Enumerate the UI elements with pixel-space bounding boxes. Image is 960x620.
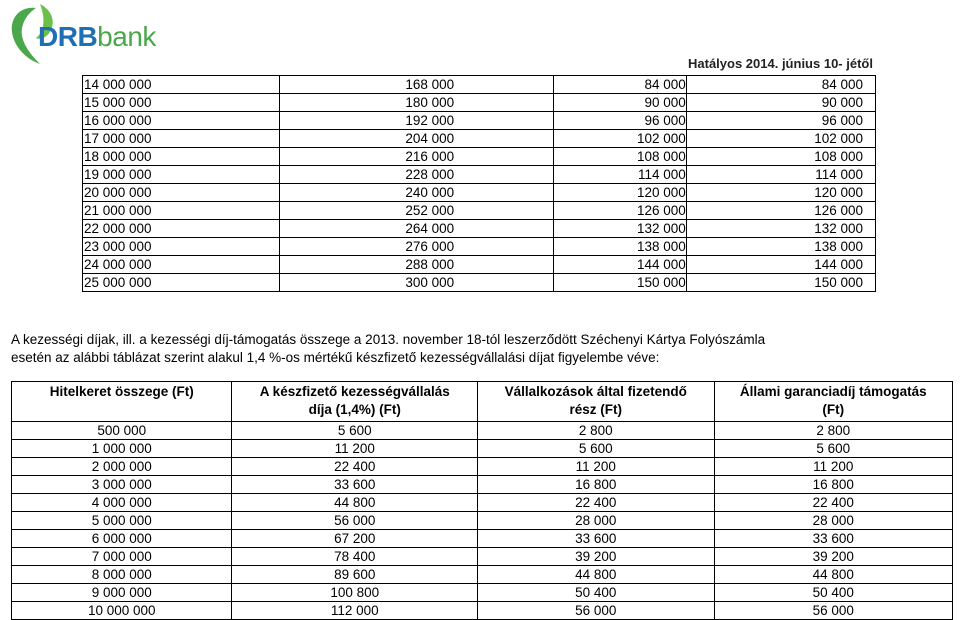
table-cell: 11 200 xyxy=(714,458,952,476)
table-cell: 2 800 xyxy=(714,422,952,440)
fee-table-continued xyxy=(82,75,876,292)
table-cell: 44 800 xyxy=(714,566,952,584)
table-cell: 11 200 xyxy=(478,458,715,476)
guarantee-fee-table xyxy=(11,381,953,620)
table-row xyxy=(12,476,953,494)
table-row xyxy=(83,274,876,292)
effective-date: Hatályos 2014. június 10- jétől xyxy=(688,56,873,71)
table-cell: 22 400 xyxy=(714,494,952,512)
table-cell: 5 600 xyxy=(232,422,478,440)
table-cell: 56 000 xyxy=(232,512,478,530)
paragraph-line-1: A kezességi díjak, ill. a kezességi díj-támogatás összege a 2013. november 18-tól leszerződött Széchenyi Kártya Folyószámla xyxy=(11,332,766,347)
table-row xyxy=(83,166,876,184)
table-cell: 84 000 xyxy=(554,76,687,94)
table-cell: 168 000 xyxy=(279,76,553,94)
table-cell: 100 800 xyxy=(232,584,478,602)
table-row xyxy=(12,566,953,584)
guarantee-fee-table-body xyxy=(12,422,953,620)
table-cell: 44 800 xyxy=(478,566,715,584)
drb-bank-logo xyxy=(6,2,156,68)
table-cell: 114 000 xyxy=(686,166,875,184)
table-cell: 16 800 xyxy=(714,476,952,494)
column-header-line: rész (Ft) xyxy=(569,402,623,417)
table-cell: 96 000 xyxy=(554,112,687,130)
table-cell: 90 000 xyxy=(554,94,687,112)
table-cell: 180 000 xyxy=(279,94,553,112)
table-cell: 102 000 xyxy=(686,130,875,148)
table-cell: 102 000 xyxy=(554,130,687,148)
paragraph-line-2: esetén az alábbi táblázat szerint alakul 1,4 %-os mértékű készfizető kezességvállalási díjat figyelembe véve: xyxy=(11,350,660,365)
table-cell: 90 000 xyxy=(686,94,875,112)
table-row xyxy=(83,94,876,112)
table-cell: 89 600 xyxy=(232,566,478,584)
table-cell: 216 000 xyxy=(279,148,553,166)
column-header-line: Vállalkozások által fizetendő xyxy=(504,384,687,399)
table-row xyxy=(83,130,876,148)
table-row xyxy=(83,148,876,166)
table-cell: 16 000 000 xyxy=(83,112,280,130)
fee-table-body xyxy=(83,76,876,292)
table-cell: 5 600 xyxy=(714,440,952,458)
logo-text-bank: bank xyxy=(97,21,156,52)
table-cell: 120 000 xyxy=(554,184,687,202)
table-cell: 33 600 xyxy=(714,530,952,548)
column-header-line: Állami garanciadíj támogatás xyxy=(739,384,927,399)
table-cell: 4 000 000 xyxy=(12,494,232,512)
table-cell: 14 000 000 xyxy=(83,76,280,94)
table-cell: 50 400 xyxy=(714,584,952,602)
table-row xyxy=(12,584,953,602)
column-header-line: (Ft) xyxy=(822,402,845,417)
column-header xyxy=(232,382,478,422)
table-cell: 120 000 xyxy=(686,184,875,202)
table-row xyxy=(12,530,953,548)
table-row xyxy=(83,220,876,238)
column-header xyxy=(478,382,715,422)
guarantee-fee-table-header xyxy=(12,382,953,422)
table-row xyxy=(12,602,953,620)
table-cell: 84 000 xyxy=(686,76,875,94)
table-row xyxy=(12,440,953,458)
table-header-row xyxy=(12,382,953,422)
table-cell: 144 000 xyxy=(686,256,875,274)
table-cell: 24 000 000 xyxy=(83,256,280,274)
table-cell: 39 200 xyxy=(714,548,952,566)
table-cell: 300 000 xyxy=(279,274,553,292)
table-cell: 1 000 000 xyxy=(12,440,232,458)
table-cell: 192 000 xyxy=(279,112,553,130)
table-cell: 264 000 xyxy=(279,220,553,238)
table-cell: 240 000 xyxy=(279,184,553,202)
table-cell: 144 000 xyxy=(554,256,687,274)
table-cell: 44 800 xyxy=(232,494,478,512)
table-row xyxy=(12,512,953,530)
table-cell: 11 200 xyxy=(232,440,478,458)
table-cell: 22 000 000 xyxy=(83,220,280,238)
table-cell: 21 000 000 xyxy=(83,202,280,220)
table-cell: 56 000 xyxy=(714,602,952,620)
table-cell: 10 000 000 xyxy=(12,602,232,620)
table-cell: 108 000 xyxy=(554,148,687,166)
table-cell: 22 400 xyxy=(478,494,715,512)
table-cell: 5 000 000 xyxy=(12,512,232,530)
table-cell: 15 000 000 xyxy=(83,94,280,112)
table-cell: 16 800 xyxy=(478,476,715,494)
table-cell: 5 600 xyxy=(478,440,715,458)
table-cell: 7 000 000 xyxy=(12,548,232,566)
table-cell: 8 000 000 xyxy=(12,566,232,584)
table-cell: 25 000 000 xyxy=(83,274,280,292)
table-cell: 138 000 xyxy=(554,238,687,256)
table-cell: 2 000 000 xyxy=(12,458,232,476)
table-cell: 50 400 xyxy=(478,584,715,602)
table-cell: 67 200 xyxy=(232,530,478,548)
table-cell: 126 000 xyxy=(686,202,875,220)
table-cell: 33 600 xyxy=(232,476,478,494)
logo-wordmark xyxy=(38,22,156,52)
table-row xyxy=(12,422,953,440)
table-cell: 96 000 xyxy=(686,112,875,130)
column-header xyxy=(12,382,232,422)
column-header-line: A készfizető kezességvállalás xyxy=(259,384,450,399)
table-cell: 78 400 xyxy=(232,548,478,566)
column-header-line: díja (1,4%) (Ft) xyxy=(308,402,401,417)
table-cell: 500 000 xyxy=(12,422,232,440)
table-cell: 150 000 xyxy=(554,274,687,292)
table-cell: 19 000 000 xyxy=(83,166,280,184)
table-row xyxy=(12,494,953,512)
table-cell: 9 000 000 xyxy=(12,584,232,602)
table-row xyxy=(83,184,876,202)
table-cell: 28 000 xyxy=(714,512,952,530)
table-cell: 39 200 xyxy=(478,548,715,566)
table-cell: 2 800 xyxy=(478,422,715,440)
logo-text-drb: DRB xyxy=(38,21,98,52)
table-cell: 132 000 xyxy=(554,220,687,238)
table-cell: 126 000 xyxy=(554,202,687,220)
table-cell: 276 000 xyxy=(279,238,553,256)
table-cell: 150 000 xyxy=(686,274,875,292)
table-row xyxy=(83,238,876,256)
table-cell: 204 000 xyxy=(279,130,553,148)
table-row xyxy=(83,202,876,220)
table-cell: 132 000 xyxy=(686,220,875,238)
table-cell: 20 000 000 xyxy=(83,184,280,202)
table-cell: 3 000 000 xyxy=(12,476,232,494)
table-cell: 17 000 000 xyxy=(83,130,280,148)
column-header-line: Hitelkeret összege (Ft) xyxy=(49,384,194,399)
table-cell: 228 000 xyxy=(279,166,553,184)
table-cell: 6 000 000 xyxy=(12,530,232,548)
table-row xyxy=(83,256,876,274)
table-cell: 23 000 000 xyxy=(83,238,280,256)
table-row xyxy=(83,76,876,94)
table-cell: 112 000 xyxy=(232,602,478,620)
table-cell: 56 000 xyxy=(478,602,715,620)
table-cell: 33 600 xyxy=(478,530,715,548)
table-row xyxy=(12,548,953,566)
table-cell: 108 000 xyxy=(686,148,875,166)
table-row xyxy=(83,112,876,130)
table-cell: 22 400 xyxy=(232,458,478,476)
column-header xyxy=(714,382,952,422)
table-cell: 288 000 xyxy=(279,256,553,274)
table-cell: 138 000 xyxy=(686,238,875,256)
fee-description-paragraph xyxy=(11,331,951,367)
table-cell: 18 000 000 xyxy=(83,148,280,166)
table-row xyxy=(12,458,953,476)
table-cell: 252 000 xyxy=(279,202,553,220)
table-cell: 28 000 xyxy=(478,512,715,530)
table-cell: 114 000 xyxy=(554,166,687,184)
